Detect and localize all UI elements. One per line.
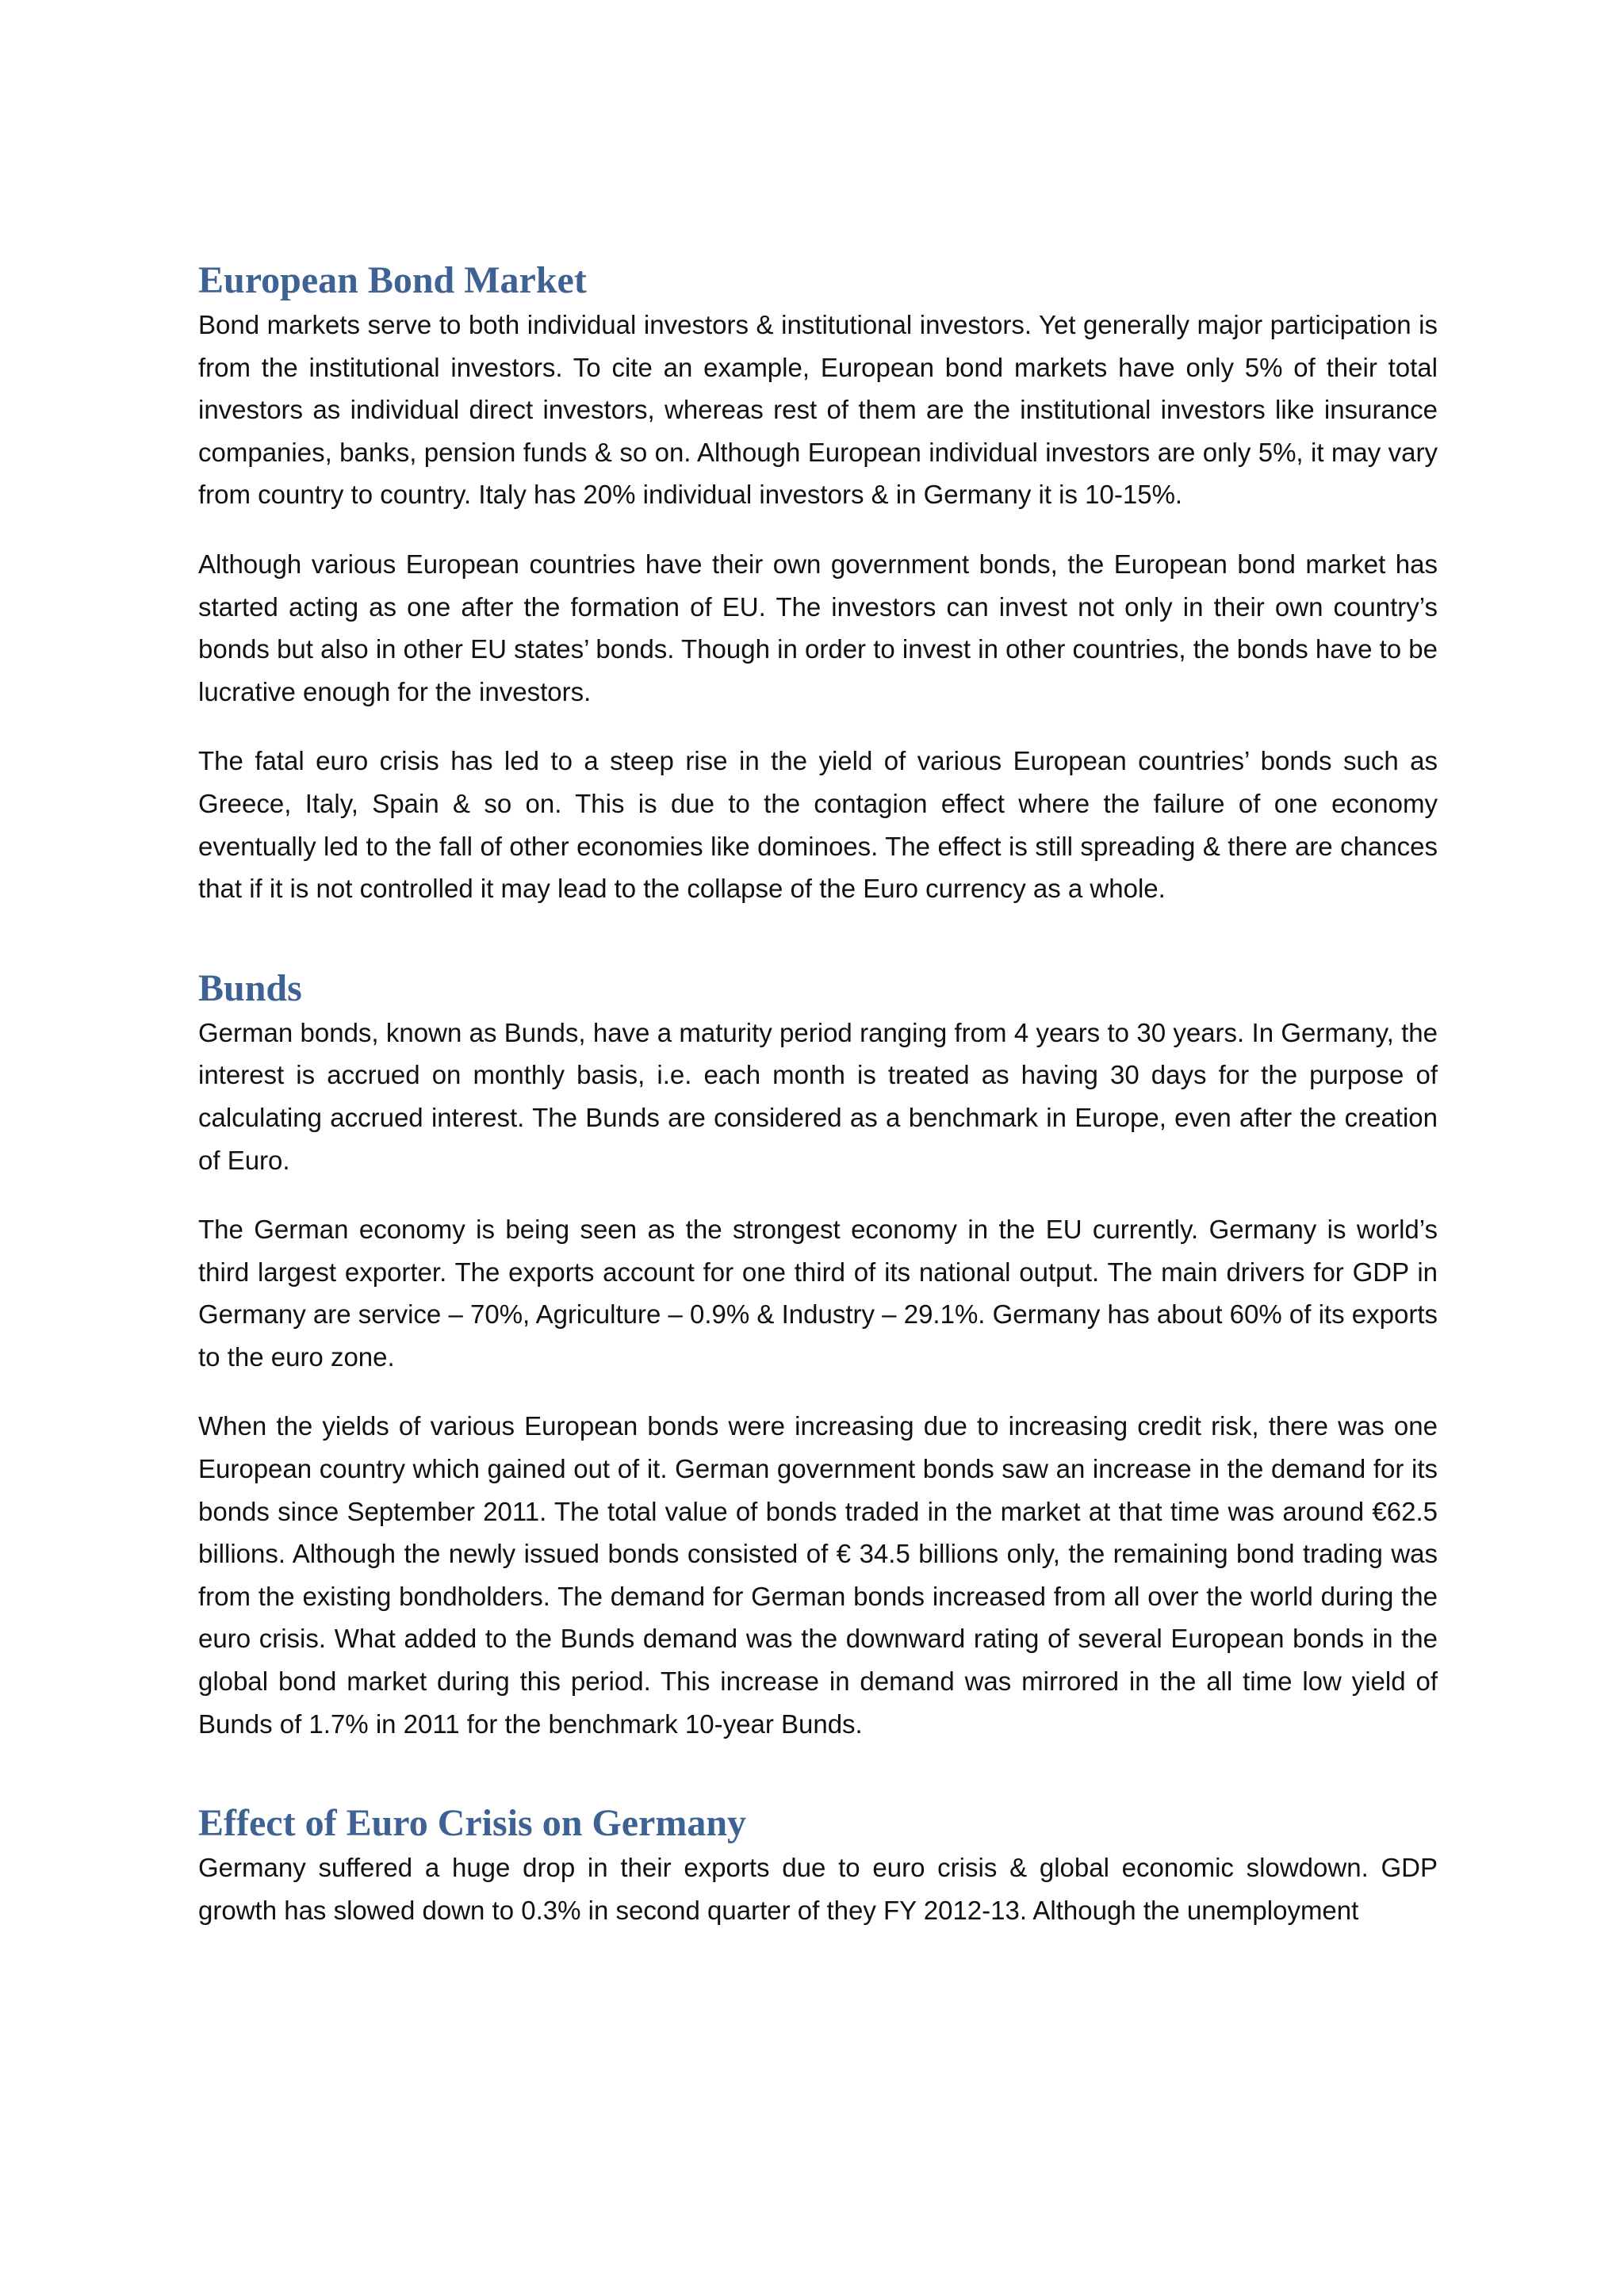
- document-page: [198, 258, 1438, 1931]
- section-european-bond-market: [198, 258, 1438, 910]
- paragraph: Although various European countries have their own government bonds, the European bond market has started acting as one after the formation of EU. The investors can invest not only in their own country’s bonds but also in other EU states’ bonds. Though in order to invest in other countries, the bonds have to be lucrative enough for the investors.: [198, 549, 1438, 706]
- section-heading: Bunds: [198, 966, 302, 1009]
- paragraph: The German economy is being seen as the strongest economy in the EU currently. Germany is world’s third largest exporter. The exports account for one third of its national output. The main drivers for GDP in Germany are service – 70%, Agriculture – 0.9% & Industry – 29.1%. Germany has about 60% of its exports to the euro zone.: [198, 1215, 1438, 1372]
- paragraph: Germany suffered a huge drop in their exports due to euro crisis & global economic slowdown. GDP growth has slowed down to 0.3% in second quarter of they FY 2012-13. Although the unemployment: [198, 1853, 1438, 1925]
- section-heading: European Bond Market: [198, 259, 587, 301]
- section-bunds: [198, 966, 1438, 1746]
- paragraph: When the yields of various European bonds were increasing due to increasing credit risk, there was one European country which gained out of it. German government bonds saw an increase in the demand for its bonds since September 2011. The total value of bonds traded in the market at that time was around €62.5 billions. Although the newly issued bonds consisted of € 34.5 billions only, the remaining bond trading was from the existing bondholders. The demand for German bonds increased from all over the world during the euro crisis. What added to the Bunds demand was the downward rating of several European bonds in the global bond market during this period. This increase in demand was mirrored in the all time low yield of Bunds of 1.7% in 2011 for the benchmark 10-year Bunds.: [198, 1411, 1438, 1739]
- paragraph: Bond markets serve to both individual investors & institutional investors. Yet generally major participation is from the institutional investors. To cite an example, European bond markets have only 5% of their total investors as individual direct investors, whereas rest of them are the institutional investors like insurance companies, banks, pension funds & so on. Although European individual investors are only 5%, it may vary from country to country. Italy has 20% individual investors & in Germany it is 10-15%.: [198, 310, 1438, 510]
- paragraph: The fatal euro crisis has led to a steep rise in the yield of various European countries’ bonds such as Greece, Italy, Spain & so on. This is due to the contagion effect where the failure of one economy eventually led to the fall of other economies like dominoes. The effect is still spreading & there are chances that if it is not controlled it may lead to the collapse of the Euro currency as a whole.: [198, 746, 1438, 904]
- paragraph: German bonds, known as Bunds, have a maturity period ranging from 4 years to 30 years. In Germany, the interest is accrued on monthly basis, i.e. each month is treated as having 30 days for the purpose of calculating accrued interest. The Bunds are considered as a benchmark in Europe, even after the creation of Euro.: [198, 1017, 1438, 1175]
- section-heading: Effect of Euro Crisis on Germany: [198, 1802, 747, 1845]
- section-effect-of-euro-crisis: [198, 1800, 1438, 1931]
